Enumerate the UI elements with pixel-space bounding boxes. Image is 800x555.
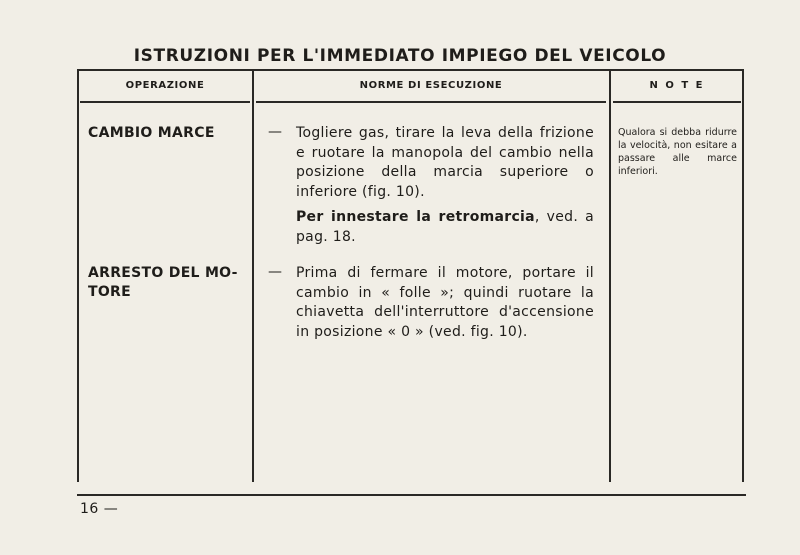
header-note: N O T E [649,80,705,91]
dash-bullet: — [268,124,282,140]
operation-label-line2: TORE [88,284,131,300]
bold-phrase: Per innestare la retromarcia [296,209,535,225]
column-line-right [742,70,744,482]
page-number: 16 — [80,501,119,517]
operation-label-line1: ARRESTO DEL MO- [88,265,238,281]
column-line-2 [609,70,611,482]
header-divider-note [613,101,741,103]
operation-cambio-marce [88,124,215,143]
column-line-left [77,70,79,482]
instruction-tail: , ved. a pag. 18. [296,209,594,245]
page-title: ISTRUZIONI PER L'IMMEDIATO IMPIEGO DEL VEICOLO [133,46,667,66]
column-line-1 [252,70,254,482]
note-text: Qualora si debba ridurre la velocità, non esitare a passare alle marce inferiori. [618,127,737,177]
operation-label: CAMBIO MARCE [88,125,215,141]
header-norme: NORME DI ESECUZIONE [359,80,503,91]
instruction-cambio-marce: Togliere gas, tirare la leva della frizione e ruotare la manopola del cambio nella posizione della marcia superiore o inferiore (fig. 10). [296,125,594,200]
instruction-retromarcia [296,208,594,247]
dash-bullet: — [268,264,282,280]
instruction-arresto-motore: Prima di fermare il motore, portare il cambio in « folle »; quindi ruotare la chiavetta dell'interruttore d'accensione in posizione « 0 » (ved. fig. 10). [296,265,594,340]
header-operazione: OPERAZIONE [125,80,205,91]
header-divider-norme [256,101,606,103]
header-divider-operazione [80,101,250,103]
table-top-border [77,69,744,71]
table-bottom-border [77,494,746,496]
operation-arresto-motore [88,264,238,302]
